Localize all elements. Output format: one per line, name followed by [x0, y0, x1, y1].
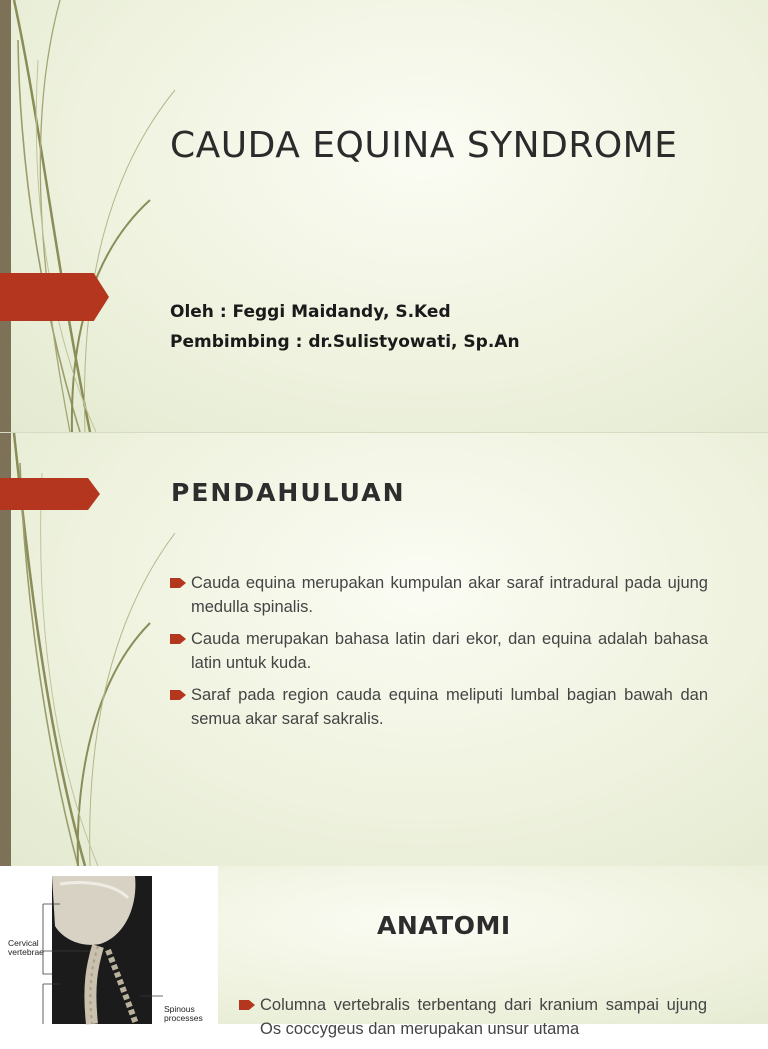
section-heading: ANATOMI	[377, 911, 511, 940]
section-marker-arrow	[0, 478, 100, 510]
bullet-list	[239, 993, 707, 1049]
image-label-spinous: Spinous processes	[164, 1004, 203, 1023]
section-heading: PENDAHULUAN	[171, 478, 406, 507]
slide-anatomi	[0, 866, 768, 1038]
right-arrow-bullet-icon	[170, 690, 186, 700]
list-item	[170, 627, 708, 675]
slide-pendahuluan	[0, 433, 768, 866]
list-item	[239, 993, 707, 1041]
bullet-text: Cauda merupakan bahasa latin dari ekor, dan equina adalah bahasa latin untuk kuda.	[191, 630, 708, 672]
supervisor-line: Pembimbing : dr.Sulistyowati, Sp.An	[170, 332, 520, 352]
image-label-cervical: Cervical vertebrae	[8, 938, 44, 957]
spine-anatomy-image	[0, 866, 218, 1024]
slide-title	[0, 0, 768, 432]
author-line: Oleh : Feggi Maidandy, S.Ked	[170, 302, 451, 322]
list-item	[170, 571, 708, 619]
right-arrow-bullet-icon	[170, 578, 186, 588]
right-arrow-bullet-icon	[239, 1000, 255, 1010]
right-arrow-bullet-icon	[170, 634, 186, 644]
bullet-text: Columna vertebralis terbentang dari kranium sampai ujung Os coccygeus dan merupakan unsur utama	[260, 996, 707, 1038]
list-item	[170, 683, 708, 731]
section-marker-arrow	[0, 273, 109, 321]
bullet-list	[170, 571, 708, 739]
bullet-text: Saraf pada region cauda equina meliputi lumbal bagian bawah dan semua akar saraf sakralis.	[191, 686, 708, 728]
decorative-swirl	[0, 0, 200, 432]
bullet-text: Cauda equina merupakan kumpulan akar saraf intradural pada ujung medulla spinalis.	[191, 574, 708, 616]
slide-title-heading: CAUDA EQUINA SYNDROME	[170, 125, 678, 166]
